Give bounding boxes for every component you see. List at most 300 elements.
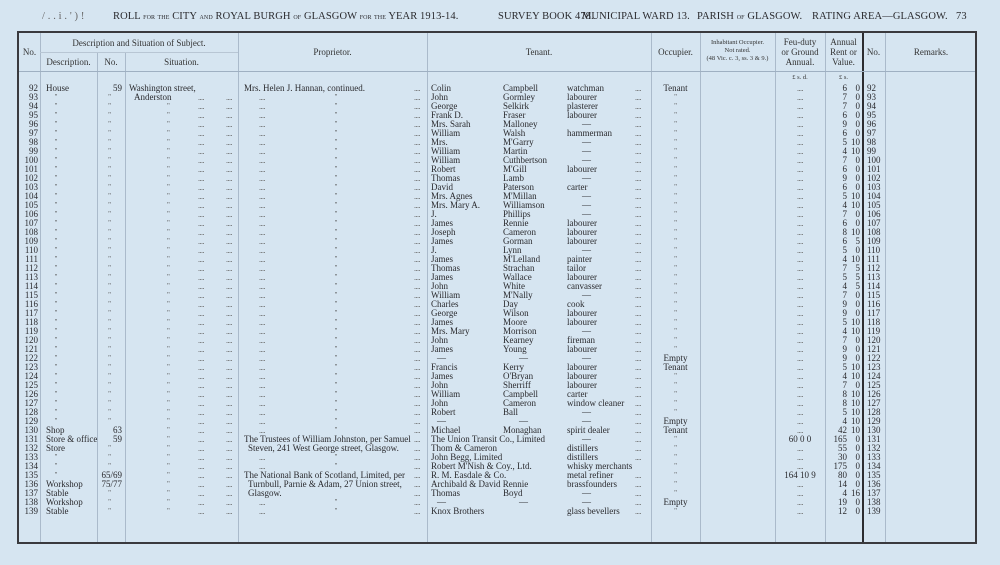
table-row — [19, 93, 977, 102]
leader-dots: .... — [635, 111, 641, 120]
rent-shillings: 10 — [851, 371, 860, 381]
leader-dots: .... — [414, 93, 420, 102]
row-number-right: 134 — [867, 461, 881, 471]
col-header-annual-rent — [825, 37, 862, 67]
rent-pounds: 7 — [842, 155, 847, 165]
rent-shillings: 0 — [855, 434, 860, 444]
description-cell: " — [54, 210, 58, 218]
leader-dots: .... — [635, 318, 641, 327]
occupation-cell: — — [582, 191, 591, 201]
description-cell: " — [54, 309, 58, 317]
rent-pounds: 9 — [842, 119, 847, 129]
tenant-first-name: James — [431, 344, 453, 354]
leader-dots: .... — [198, 93, 204, 102]
leader-dots: .... — [198, 471, 204, 480]
row-number: 111 — [25, 254, 38, 264]
situation-cell: Washington street, — [129, 83, 196, 93]
leader-dots: .... — [198, 417, 204, 426]
row-number-right: 120 — [867, 335, 881, 345]
rent-shillings: 5 — [855, 263, 860, 273]
leader-dots: .... — [635, 183, 641, 192]
proprietor-cell: " — [334, 354, 338, 362]
occupation-cell: canvasser — [567, 281, 602, 291]
tenant-surname: Rennie — [503, 218, 529, 228]
leader-dots: .... — [198, 192, 204, 201]
leader-dots: .... — [635, 480, 641, 489]
leader-dots: .... — [226, 93, 232, 102]
leader-dots: .... — [414, 462, 420, 471]
leader-dots: .... — [259, 246, 265, 255]
subject-number-cell: " — [108, 237, 111, 245]
rent-pounds: 4 — [842, 200, 847, 210]
table-row — [19, 354, 977, 363]
col-header-occupier: Occupier. — [658, 47, 693, 57]
situation-cell: " — [167, 273, 170, 281]
occupation-cell: spirit dealer — [567, 425, 610, 435]
rating-area: RATING AREA—GLASGOW. — [812, 11, 948, 22]
tenant-surname: Kearney — [503, 335, 534, 345]
leader-dots: .... — [226, 408, 232, 417]
situation-cell: " — [167, 498, 170, 506]
occupation-cell: labourer — [567, 227, 597, 237]
subject-number-cell: " — [108, 327, 111, 335]
table-row — [19, 255, 977, 264]
description-cell: " — [54, 399, 58, 407]
leader-dots: .... — [198, 264, 204, 273]
occupier-cell: " — [674, 471, 677, 479]
occupation-cell: plasterer — [567, 101, 598, 111]
leader-dots: .... — [635, 453, 641, 462]
rent-pounds: 5 — [842, 272, 847, 282]
tenant-first-name: Michael — [431, 425, 461, 435]
tenant-first-name: Joseph — [431, 227, 456, 237]
occupation-cell: tailor — [567, 263, 586, 273]
tenant-first-name: J. — [431, 245, 437, 255]
table-row — [19, 165, 977, 174]
row-number: 94 — [29, 101, 38, 111]
leader-dots: .... — [635, 300, 641, 309]
feu-duty-cell: .... — [797, 309, 803, 318]
occupation-cell: — — [582, 200, 591, 210]
rent-pounds: 175 — [833, 461, 847, 471]
occupier-cell: " — [674, 318, 677, 326]
occupier-cell: " — [674, 219, 677, 227]
description-cell: " — [54, 156, 58, 164]
row-number-right: 126 — [867, 389, 881, 399]
row-number-right: 93 — [867, 92, 876, 102]
tenant-name-cell: R. M. Easdale & Co. — [431, 470, 507, 480]
description-cell: " — [54, 147, 58, 155]
situation-cell: " — [167, 426, 170, 434]
tenant-first-name: Thomas — [431, 173, 460, 183]
leader-dots: .... — [198, 345, 204, 354]
rent-shillings: 10 — [851, 200, 860, 210]
rent-shillings: 10 — [851, 389, 860, 399]
leader-dots: .... — [414, 129, 420, 138]
subject-number-cell: " — [108, 300, 111, 308]
leader-dots: .... — [198, 408, 204, 417]
occupier-cell: " — [674, 255, 677, 263]
tenant-first-name: Mrs. Mary A. — [431, 200, 480, 210]
subject-number-cell: " — [108, 165, 111, 173]
table-row — [19, 363, 977, 372]
rent-pounds: 6 — [842, 128, 847, 138]
occupation-cell: labourer — [567, 344, 597, 354]
table-row — [19, 219, 977, 228]
leader-dots: .... — [414, 174, 420, 183]
row-number: 100 — [24, 155, 38, 165]
row-number-right: 122 — [867, 353, 881, 363]
row-number-right: 133 — [867, 452, 881, 462]
proprietor-cell: " — [334, 93, 338, 101]
description-cell: " — [54, 102, 58, 110]
valuation-table — [17, 31, 977, 544]
occupier-cell: " — [674, 390, 677, 398]
leader-dots: .... — [414, 435, 420, 444]
subject-number-cell: " — [108, 255, 111, 263]
description-cell: " — [54, 363, 58, 371]
tenant-first-name: James — [431, 272, 453, 282]
leader-dots: .... — [414, 498, 420, 507]
description-cell: " — [54, 372, 58, 380]
leader-dots: .... — [414, 372, 420, 381]
tenant-first-name: John — [431, 281, 449, 291]
tenant-surname: Strachan — [503, 263, 535, 273]
row-number-right: 98 — [867, 137, 876, 147]
table-row — [19, 237, 977, 246]
description-cell: " — [54, 129, 58, 137]
description-cell: " — [54, 318, 58, 326]
proprietor-cell: " — [334, 453, 338, 461]
leader-dots: .... — [259, 372, 265, 381]
leader-dots: .... — [414, 318, 420, 327]
rent-pounds: 9 — [842, 344, 847, 354]
occupier-cell: " — [674, 327, 677, 335]
situation-cell: " — [167, 462, 170, 470]
tenant-first-name: Charles — [431, 299, 459, 309]
tenant-first-name: Mrs. Sarah — [431, 119, 471, 129]
leader-dots: .... — [259, 417, 265, 426]
subject-number-cell: 59 — [113, 434, 122, 444]
rent-shillings: 10 — [851, 137, 860, 147]
rent-shillings: 0 — [855, 92, 860, 102]
leader-dots: .... — [259, 507, 265, 516]
leader-dots: .... — [259, 147, 265, 156]
rent-pounds: 5 — [842, 362, 847, 372]
occupation-cell: whisky merchants — [567, 461, 633, 471]
leader-dots: .... — [226, 444, 232, 453]
tenant-first-name: — — [437, 353, 446, 363]
rent-pounds: 80 — [838, 470, 847, 480]
leader-dots: .... — [414, 264, 420, 273]
proprietor-cell: " — [334, 273, 338, 281]
description-cell: Stable — [46, 506, 69, 516]
leader-dots: .... — [635, 102, 641, 111]
title-and: and — [199, 11, 213, 21]
row-number-right: 111 — [867, 254, 880, 264]
table-row — [19, 120, 977, 129]
row-number-right: 130 — [867, 425, 881, 435]
leader-dots: .... — [635, 147, 641, 156]
leader-dots: .... — [259, 210, 265, 219]
occupation-cell: labourer — [567, 92, 597, 102]
feu-duty-cell: .... — [797, 165, 803, 174]
row-number: 135 — [24, 470, 38, 480]
parish-of: of — [736, 11, 745, 21]
tenant-name-cell: Thom & Cameron — [431, 443, 497, 453]
col-header-no: No. — [22, 47, 37, 57]
occupier-cell: " — [674, 183, 677, 191]
feu-duty-cell: 60 0 0 — [788, 434, 812, 444]
feu-line-1: Feu-duty — [783, 37, 817, 47]
leader-dots: .... — [259, 309, 265, 318]
rent-pounds: 19 — [838, 497, 847, 507]
row-number: 96 — [29, 119, 38, 129]
row-number-right: 123 — [867, 362, 881, 372]
header-bottom-rule — [19, 71, 975, 72]
leader-dots: .... — [414, 507, 420, 516]
description-cell: Store & office — [46, 434, 98, 444]
tenant-surname: Paterson — [503, 182, 534, 192]
leader-dots: .... — [198, 462, 204, 471]
row-number-right: 92 — [867, 83, 876, 93]
table-row — [19, 282, 977, 291]
table-row — [19, 147, 977, 156]
rent-pounds: 4 — [842, 254, 847, 264]
row-number: 104 — [24, 191, 38, 201]
leader-dots: .... — [226, 147, 232, 156]
description-cell: House — [46, 83, 69, 93]
table-row — [19, 489, 977, 498]
leader-dots: .... — [198, 210, 204, 219]
situation-cell: " — [167, 300, 170, 308]
tenant-surname: M'Gill — [503, 164, 527, 174]
occupation-cell: — — [582, 209, 591, 219]
row-number: 118 — [24, 317, 38, 327]
occupation-cell: distillers — [567, 452, 598, 462]
tenant-name-cell: John Begg, Limited — [431, 452, 503, 462]
rent-shillings: 10 — [851, 254, 860, 264]
leader-dots: .... — [198, 102, 204, 111]
occupier-cell: " — [674, 246, 677, 254]
occupier-cell: " — [674, 273, 677, 281]
rent-shillings: 0 — [855, 452, 860, 462]
leader-dots: .... — [198, 498, 204, 507]
proprietor-cell: " — [334, 309, 338, 317]
occupation-cell: labourer — [567, 236, 597, 246]
tenant-surname: O'Bryan — [503, 371, 534, 381]
leader-dots: .... — [198, 273, 204, 282]
leader-dots: .... — [259, 327, 265, 336]
leader-dots: .... — [198, 246, 204, 255]
leader-dots: .... — [259, 93, 265, 102]
leader-dots: .... — [259, 120, 265, 129]
rent-pounds: 5 — [842, 317, 847, 327]
occupier-cell: " — [674, 210, 677, 218]
occupation-cell: — — [582, 416, 591, 426]
leader-dots: .... — [259, 363, 265, 372]
leader-dots: .... — [635, 444, 641, 453]
row-number: 103 — [24, 182, 38, 192]
leader-dots: .... — [198, 174, 204, 183]
subject-number-cell: " — [108, 102, 111, 110]
rent-shillings: 10 — [851, 227, 860, 237]
leader-dots: .... — [414, 327, 420, 336]
occupation-cell: — — [582, 173, 591, 183]
leader-dots: .... — [414, 111, 420, 120]
leader-dots: .... — [198, 354, 204, 363]
row-number: 115 — [24, 290, 38, 300]
tenant-surname: Monaghan — [503, 425, 542, 435]
situation-cell: " — [167, 264, 170, 272]
leader-dots: .... — [226, 129, 232, 138]
row-number: 101 — [24, 164, 38, 174]
occupation-cell: — — [582, 290, 591, 300]
subject-number-cell: " — [108, 336, 111, 344]
rent-line-1: Annual — [830, 37, 857, 47]
leader-dots: .... — [414, 84, 420, 93]
tenant-name-cell: Knox Brothers — [431, 506, 485, 516]
leader-dots: .... — [414, 291, 420, 300]
occupation-cell: — — [582, 245, 591, 255]
tenant-surname: M'Millan — [503, 191, 537, 201]
tenant-surname: Cameron — [503, 227, 536, 237]
occupation-cell: — — [582, 407, 591, 417]
occupier-cell: " — [674, 120, 677, 128]
table-row — [19, 228, 977, 237]
rent-pounds: 7 — [842, 209, 847, 219]
description-cell: " — [54, 246, 58, 254]
proprietor-cell: " — [334, 327, 338, 335]
table-row — [19, 174, 977, 183]
rent-pounds: 165 — [833, 434, 847, 444]
row-number: 95 — [29, 110, 38, 120]
occupation-cell: labourer — [567, 362, 597, 372]
leader-dots: .... — [259, 237, 265, 246]
subject-number-cell: " — [108, 399, 111, 407]
leader-dots: .... — [226, 273, 232, 282]
tenant-surname: Cameron — [503, 398, 536, 408]
situation-cell: " — [167, 336, 170, 344]
proprietor-cell: " — [334, 246, 338, 254]
occupier-cell: " — [674, 237, 677, 245]
occupier-cell: " — [674, 336, 677, 344]
leader-dots: .... — [414, 408, 420, 417]
occupation-cell: — — [582, 155, 591, 165]
parish — [697, 11, 802, 22]
row-number: 124 — [24, 371, 38, 381]
row-number: 117 — [24, 308, 38, 318]
leader-dots: .... — [635, 174, 641, 183]
table-row — [19, 201, 977, 210]
occupier-cell: " — [674, 228, 677, 236]
table-row — [19, 390, 977, 399]
subject-number-cell: " — [108, 138, 111, 146]
table-row — [19, 309, 977, 318]
leader-dots: .... — [635, 471, 641, 480]
description-cell: " — [54, 417, 58, 425]
proprietor-cell: " — [334, 183, 338, 191]
leader-dots: .... — [198, 201, 204, 210]
subject-number-cell: " — [108, 372, 111, 380]
proprietor-cell: " — [334, 363, 338, 371]
situation-cell: " — [167, 435, 170, 443]
feu-duty-cell: .... — [797, 201, 803, 210]
rent-shillings: 16 — [851, 488, 860, 498]
tenant-first-name: George — [431, 308, 458, 318]
rent-shillings: 0 — [855, 110, 860, 120]
description-cell: " — [54, 282, 58, 290]
tenant-first-name: William — [431, 155, 461, 165]
description-cell: " — [54, 120, 58, 128]
leader-dots: .... — [226, 192, 232, 201]
proprietor-cell: " — [334, 129, 338, 137]
leader-dots: .... — [226, 102, 232, 111]
col-header-proprietor: Proprietor. — [313, 47, 352, 57]
leader-dots: .... — [259, 462, 265, 471]
leader-dots: .... — [198, 120, 204, 129]
leader-dots: .... — [198, 282, 204, 291]
table-row — [19, 156, 977, 165]
row-number-right: 103 — [867, 182, 881, 192]
situation-cell: " — [167, 399, 170, 407]
leader-dots: .... — [635, 345, 641, 354]
row-number-right: 131 — [867, 434, 881, 444]
occupation-cell: labourer — [567, 380, 597, 390]
municipal-ward: MUNICIPAL WARD 13. — [582, 11, 690, 22]
description-cell: " — [54, 453, 58, 461]
leader-dots: .... — [635, 246, 641, 255]
feu-duty-cell: .... — [797, 480, 803, 489]
leader-dots: .... — [414, 156, 420, 165]
rent-pounds: 7 — [842, 92, 847, 102]
row-number: 129 — [24, 416, 38, 426]
subject-number-cell: 59 — [113, 83, 122, 93]
leader-dots: .... — [198, 453, 204, 462]
row-number-right: 96 — [867, 119, 876, 129]
situation-cell: " — [167, 372, 170, 380]
leader-dots: .... — [198, 444, 204, 453]
row-number: 126 — [24, 389, 38, 399]
description-cell: " — [54, 336, 58, 344]
situation-cell: " — [167, 390, 170, 398]
rent-shillings: 0 — [855, 173, 860, 183]
leader-dots: .... — [414, 381, 420, 390]
occupier-cell: " — [674, 489, 677, 497]
roll-title — [113, 11, 458, 22]
description-cell: Workshop — [46, 479, 83, 489]
row-number: 139 — [24, 506, 38, 516]
occupation-cell: — — [582, 146, 591, 156]
leader-dots: .... — [226, 111, 232, 120]
leader-dots: .... — [226, 372, 232, 381]
leader-dots: .... — [635, 417, 641, 426]
row-number: 97 — [29, 128, 38, 138]
occupation-cell: painter — [567, 254, 592, 264]
tenant-surname: Day — [503, 299, 518, 309]
tenant-surname: Campbell — [503, 389, 538, 399]
leader-dots: .... — [226, 480, 232, 489]
subject-number-cell: " — [108, 498, 111, 506]
rent-pounds: 14 — [838, 479, 847, 489]
leader-dots: .... — [635, 120, 641, 129]
table-row — [19, 345, 977, 354]
header-subdivider — [40, 52, 238, 53]
rent-shillings: 0 — [855, 101, 860, 111]
tenant-first-name: Thomas — [431, 488, 460, 498]
description-cell: " — [54, 327, 58, 335]
feu-duty-cell: .... — [797, 120, 803, 129]
